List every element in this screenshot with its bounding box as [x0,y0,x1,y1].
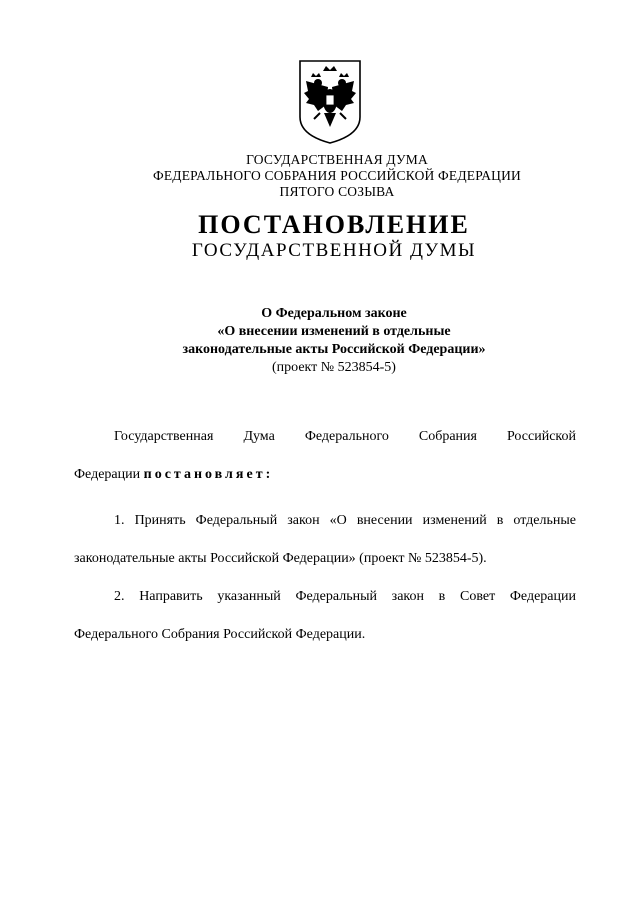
item-2-paragraph [74,578,576,654]
item-2-line-2: Федерального Собрания Российской Федерации. [74,627,366,642]
coat-of-arms-emblem [296,57,364,147]
intro-line-1: Государственная Дума Федерального Собрания Российской [114,429,576,444]
subject-line-1: О Федеральном законе [261,306,407,321]
item-1-paragraph [74,502,576,578]
document-body [74,418,576,654]
subject-line-3: законодательные акты Российской Федерации» [182,342,486,357]
intro-line-2 [74,456,576,494]
document-subtype-title: ГОСУДАРСТВЕННОЙ ДУМЫ [191,240,477,261]
subject-line-2: «О внесении изменений в отдельные [217,324,451,339]
authority-line-3: ПЯТОГО СОЗЫВА [279,184,395,199]
item-2-line-1: 2. Направить указанный Федеральный закон в Совет Федерации [114,589,576,604]
authority-line-2: ФЕДЕРАЛЬНОГО СОБРАНИЯ РОССИЙСКОЙ ФЕДЕРАЦИИ [153,168,521,183]
document-type-title: ПОСТАНОВЛЕНИЕ [198,210,470,239]
issuing-authority [0,152,640,200]
intro-paragraph [74,418,576,494]
item-1-line-1: 1. Принять Федеральный закон «О внесении изменений в отдельные [114,513,576,528]
intro-line-2-text: Федерации [74,467,144,482]
subject-project-number: (проект № 523854-5) [272,360,396,375]
resolution-verb: постановляет: [143,467,274,482]
authority-line-1: ГОСУДАРСТВЕННАЯ ДУМА [246,152,428,167]
item-1-line-2: законодательные акты Российской Федерации» (проект № 523854-5). [74,551,487,566]
document-subject [0,305,640,377]
